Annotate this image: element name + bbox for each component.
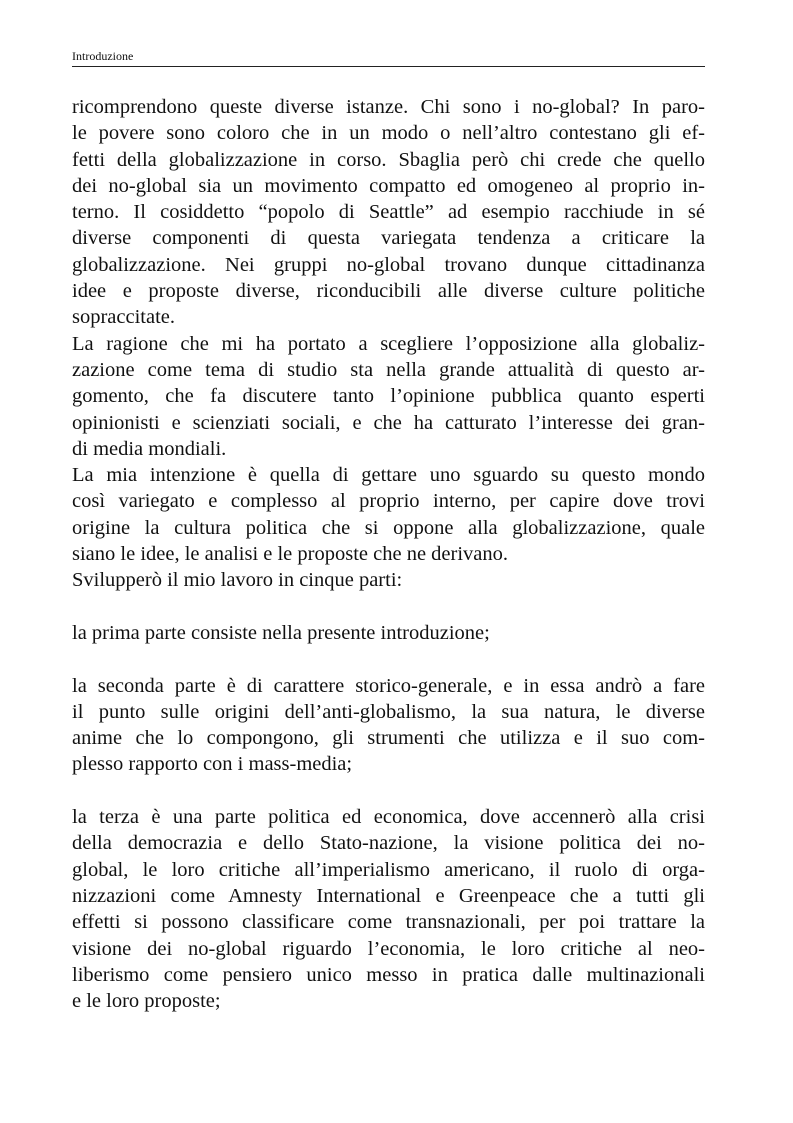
text-line: di media mondiali.: [72, 437, 227, 460]
text-line: idee e proposte diverse, riconducibili alle diverse culture politiche: [72, 280, 705, 303]
text-line: la seconda parte è di carattere storico-generale, e in essa andrò a fare: [72, 674, 705, 697]
text-line: opinionisti e scienziati sociali, e che ha catturato l’interesse dei gran-: [72, 411, 705, 434]
header-rule: [72, 66, 705, 67]
document-page: [72, 0, 705, 1123]
list-item-third-part: [72, 804, 705, 1014]
paragraph-motivation: [72, 331, 705, 462]
list-item-second-part: [72, 673, 705, 778]
text-line: le povere sono coloro che in un modo o nell’altro contestano gli ef-: [72, 122, 705, 145]
text-line: gomento, che fa discutere tanto l’opinione pubblica quanto esperti: [72, 385, 705, 408]
paragraph-no-global: [72, 94, 705, 331]
text-line: la prima parte consiste nella presente introduzione;: [72, 621, 490, 644]
text-line: e le loro proposte;: [72, 990, 221, 1013]
text-line: liberismo come pensiero unico messo in pratica dalle multinazionali: [72, 963, 705, 986]
text-line: della democrazia e dello Stato-nazione, la visione politica dei no-: [72, 832, 705, 855]
text-line: diverse componenti di questa variegata tendenza a criticare la: [72, 227, 705, 250]
paragraph-gap: [72, 594, 705, 620]
text-line: zazione come tema di studio sta nella grande attualità di questo ar-: [72, 358, 705, 381]
text-line: così variegato e complesso al proprio interno, per capire dove trovi: [72, 490, 705, 513]
text-line: origine la cultura politica che si oppone alla globalizzazione, quale: [72, 516, 705, 539]
text-line: visione dei no-global riguardo l’economia, le loro critiche al neo-: [72, 937, 705, 960]
text-line: il punto sulle origini dell’anti-globalismo, la sua natura, le diverse: [72, 700, 705, 723]
text-line: ricomprendono queste diverse istanze. Chi sono i no-global? In paro-: [72, 96, 705, 118]
paragraph-structure-intro: [72, 567, 705, 593]
list-item-first-part: [72, 620, 705, 646]
text-line: fetti della globalizzazione in corso. Sbaglia però chi crede che quello: [72, 148, 705, 171]
text-line: la terza è una parte politica ed economica, dove accennerò alla crisi: [72, 806, 705, 829]
text-line: plesso rapporto con i mass-media;: [72, 753, 353, 776]
text-line: anime che lo compongono, gli strumenti che utilizza e il suo com-: [72, 727, 705, 750]
body-text: [72, 94, 705, 1014]
text-line: terno. Il cosiddetto “popolo di Seattle” ad esempio racchiude in sé: [72, 201, 705, 224]
text-line: dei no-global sia un movimento compatto ed omogeneo al proprio in-: [72, 174, 705, 197]
paragraph-intention: [72, 462, 705, 567]
paragraph-gap: [72, 778, 705, 804]
text-line: La ragione che mi ha portato a scegliere l’opposizione alla globaliz-: [72, 332, 705, 355]
text-line: La mia intenzione è quella di gettare uno sguardo su questo mondo: [72, 464, 705, 487]
text-line: nizzazioni come Amnesty International e Greenpeace che a tutti gli: [72, 884, 705, 907]
text-line: effetti si possono classificare come transnazionali, per poi trattare la: [72, 911, 705, 934]
paragraph-gap: [72, 646, 705, 672]
text-line: sopraccitate.: [72, 306, 176, 329]
text-line: siano le idee, le analisi e le proposte che ne derivano.: [72, 543, 509, 566]
running-header: Introduzione: [72, 49, 134, 63]
text-line: globalizzazione. Nei gruppi no-global trovano dunque cittadinanza: [72, 253, 705, 276]
text-line: Svilupperò il mio lavoro in cinque parti:: [72, 569, 403, 592]
text-line: global, le loro critiche all’imperialismo americano, il ruolo di orga-: [72, 858, 705, 881]
